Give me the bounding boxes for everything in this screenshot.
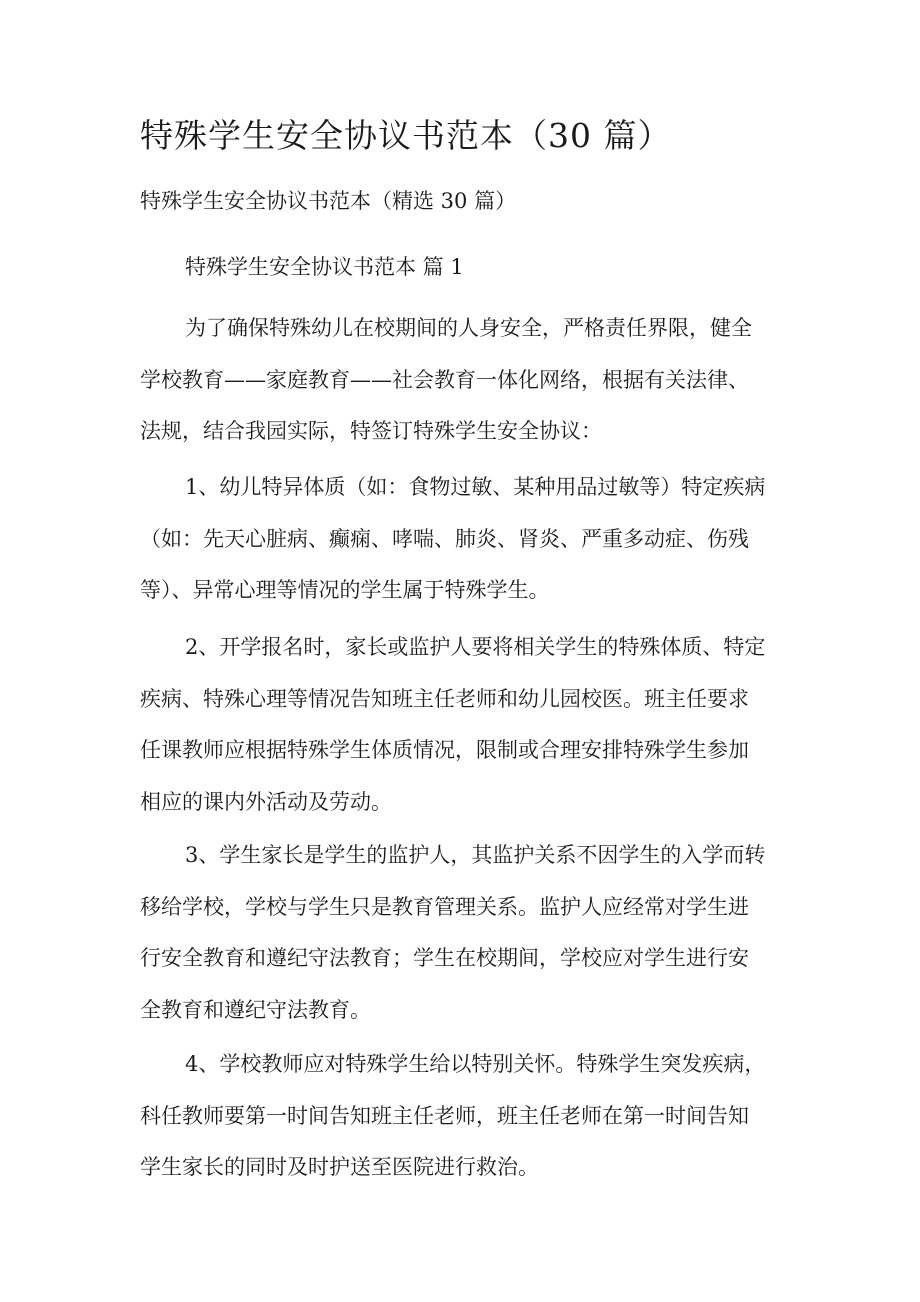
paragraph-item-2	[140, 622, 785, 828]
paragraph-line: 任课教师应根据特殊学生体质情况，限制或合理安排特殊学生参加	[140, 738, 749, 762]
paragraph-intro	[140, 303, 785, 458]
section-heading: 特殊学生安全协议书范本 篇 1	[185, 255, 464, 279]
paragraph-line: 相应的课内外活动及劳动。	[140, 789, 392, 814]
paragraph-item-1	[140, 462, 785, 617]
paragraph-line: 为了确保特殊幼儿在校期间的人身安全，严格责任界限，健全	[185, 316, 752, 340]
paragraph-line: 法规，结合我园实际，特签订特殊学生安全协议：	[140, 419, 602, 443]
paragraph-line: 4、学校教师应对特殊学生给以特别关怀。特殊学生突发疾病，	[185, 1052, 766, 1076]
paragraph-line: 全教育和遵纪守法教育。	[140, 997, 371, 1022]
paragraph-line: 等）、异常心理等情况的学生属于特殊学生。	[140, 578, 550, 602]
paragraph-line: 1、幼儿特异体质（如：食物过敏、某种用品过敏等）特定疾病	[185, 475, 766, 499]
document-subtitle: 特殊学生安全协议书范本（精选 30 篇）	[140, 189, 517, 213]
paragraph-line: 科任教师要第一时间告知班主任老师，班主任老师在第一时间告知	[140, 1103, 749, 1128]
paragraph-line: 行安全教育和遵纪守法教育；学生在校期间，学校应对学生进行安	[140, 946, 749, 970]
paragraph-line: 移给学校，学校与学生只是教育管理关系。监护人应经常对学生进	[140, 894, 749, 919]
document-title: 特殊学生安全协议书范本（30 篇）	[140, 116, 672, 155]
paragraph-line: 学生家长的同时及时护送至医院进行救治。	[140, 1155, 539, 1179]
paragraph-line: 2、开学报名时，家长或监护人要将相关学生的特殊体质、特定	[185, 635, 766, 659]
paragraph-line: 疾病、特殊心理等情况告知班主任老师和幼儿园校医。班主任要求	[140, 686, 749, 711]
paragraph-line: 3、学生家长是学生的监护人，其监护关系不因学生的入学而转	[185, 843, 766, 867]
paragraph-item-4	[140, 1039, 785, 1194]
paragraph-line: 学校教育——家庭教育——社会教育一体化网络，根据有关法律、	[140, 367, 749, 392]
paragraph-item-3	[140, 830, 785, 1036]
paragraph-line: （如：先天心脏病、癫痫、哮喘、肺炎、肾炎、严重多动症、伤残	[140, 526, 749, 551]
